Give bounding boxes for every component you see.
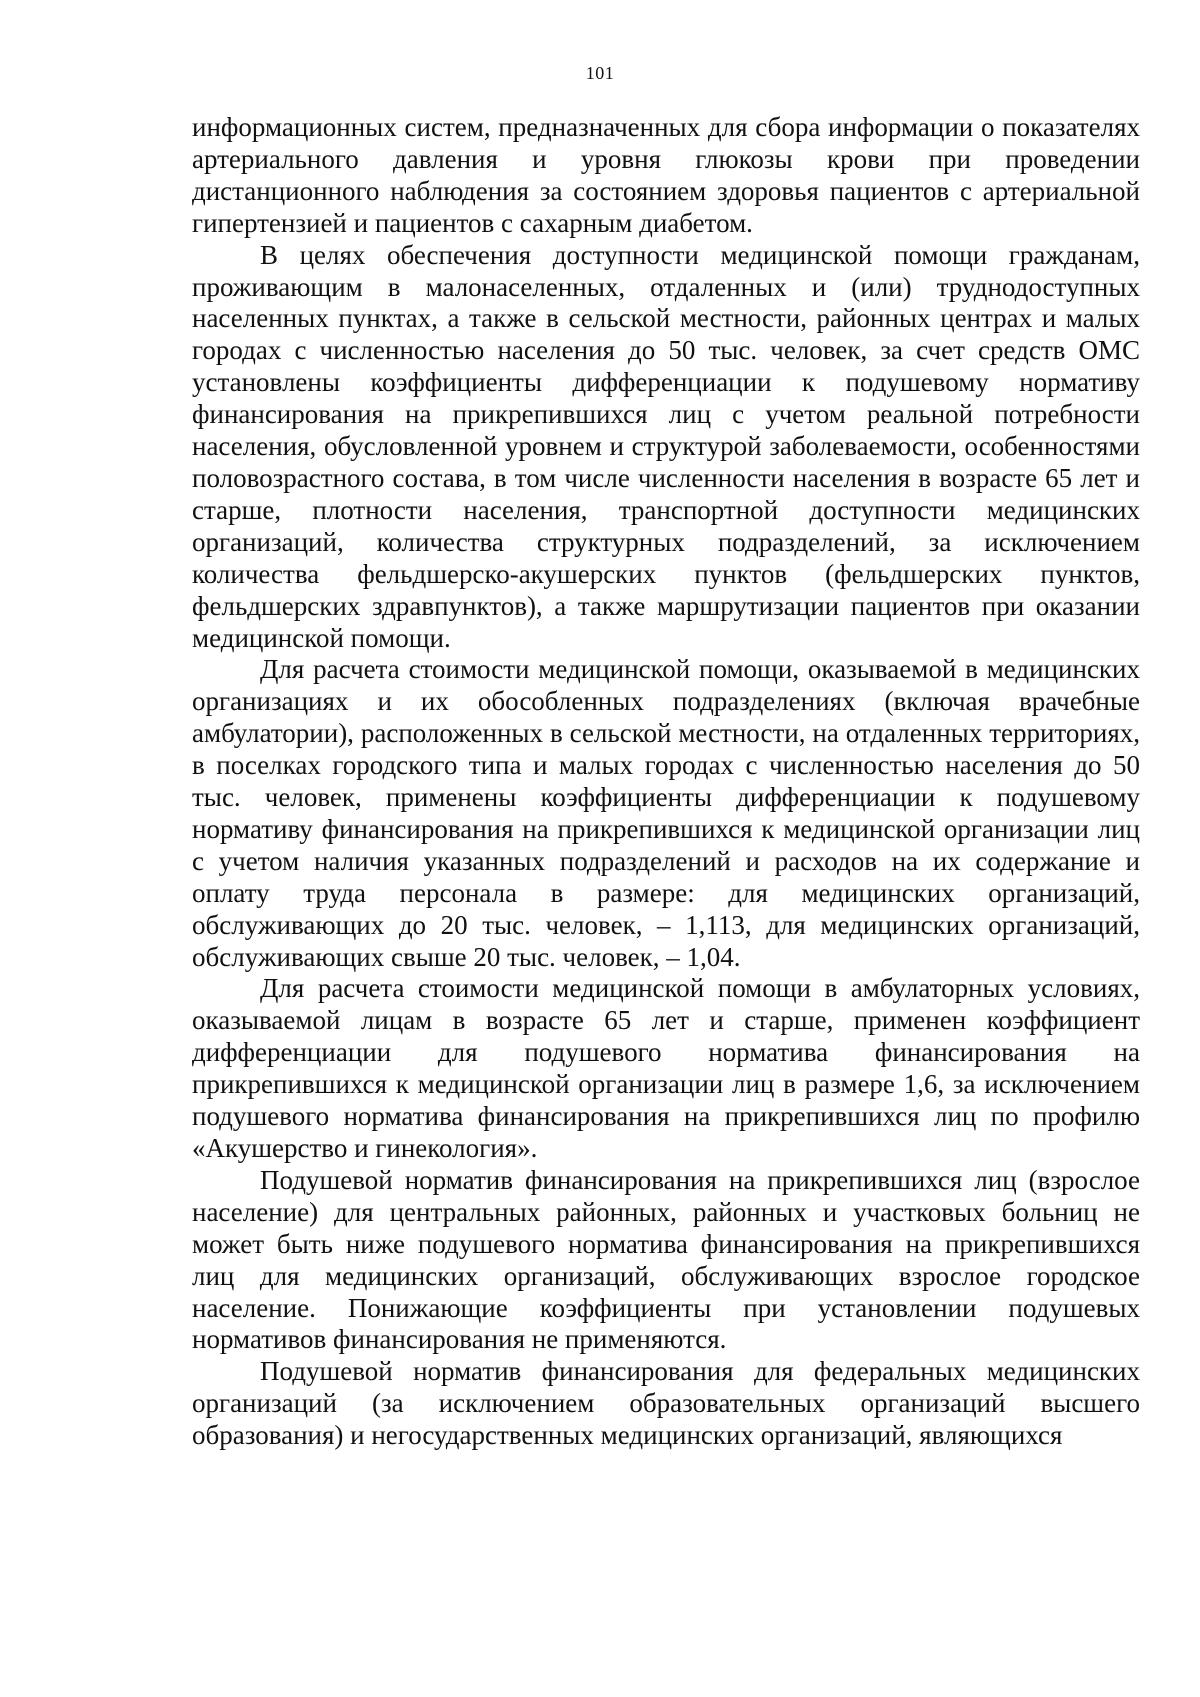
paragraph: В целях обеспечения доступности медицинской помощи гражданам, проживающим в малонаселенных, отдаленных и (или) труднодоступных населенных пунктах, а также в сельской местности, районных центрах и малых городах с численностью населения до 50 тыс. человек, за счет средств ОМС установлены коэффициенты дифференциации к подушевому нормативу финансирования на прикрепившихся лиц с учетом реальной потребности населения, обусловленной уровнем и структурой заболеваемости, особенностями половозрастного состава, в том числе численности населения в возрасте 65 лет и старше, плотности населения, транспортной доступности медицинских организаций, количества структурных подразделений, за исключением количества фельдшерско-акушерских пунктов (фельдшерских пунктов, фельдшерских здравпунктов), а также маршрутизации пациентов при оказании медицинской помощи. bbox=[192, 239, 1140, 653]
paragraph: Для расчета стоимости медицинской помощи, оказываемой в медицинских организациях и их обособленных подразделениях (включая врачебные амбулатории), расположенных в сельской местности, на отдаленных территориях, в поселках городского типа и малых городах с численностью населения до 50 тыс. человек, применены коэффициенты дифференциации к подушевому нормативу финансирования на прикрепившихся к медицинской организации лиц с учетом наличия указанных подразделений и расходов на их содержание и оплату труда персонала в размере: для медицинских организаций, обслуживающих до 20 тыс. человек, – 1,113, для медицинских организаций, обслуживающих свыше 20 тыс. человек, – 1,04. bbox=[192, 654, 1140, 972]
paragraph: Подушевой норматив финансирования для федеральных медицинских организаций (за исключением образовательных организаций высшего образования) и негосударственных медицинских организаций, являющихся bbox=[192, 1356, 1140, 1451]
page-number: 101 bbox=[585, 63, 615, 83]
document-body bbox=[192, 112, 1140, 1452]
paragraph: Для расчета стоимости медицинской помощи в амбулаторных условиях, оказываемой лицам в возрасте 65 лет и старше, применен коэффициент дифференциации для подушевого норматива финансирования на прикрепившихся к медицинской организации лиц в размере 1,6, за исключением подушевого норматива финансирования на прикрепившихся лиц по профилю «Акушерство и гинекология». bbox=[192, 973, 1140, 1163]
paragraph-continuation: информационных систем, предназначенных для сбора информации о показателях артериального давления и уровня глюкозы крови при проведении дистанционного наблюдения за состоянием здоровья пациентов с артериальной гипертензией и пациентов с сахарным диабетом. bbox=[192, 112, 1140, 238]
paragraph: Подушевой норматив финансирования на прикрепившихся лиц (взрослое население) для центральных районных, районных и участковых больниц не может быть ниже подушевого норматива финансирования на прикрепившихся лиц для медицинских организаций, обслуживающих взрослое городское население. Понижающие коэффициенты при установлении подушевых нормативов финансирования не применяются. bbox=[192, 1164, 1140, 1355]
